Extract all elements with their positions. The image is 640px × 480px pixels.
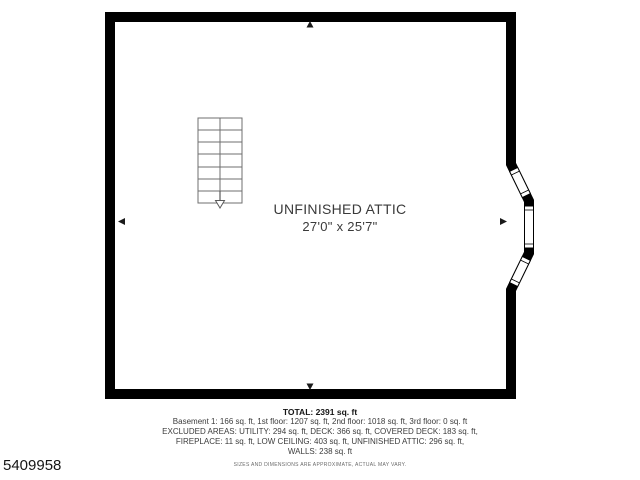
window-icon-lower [510,256,531,286]
area-breakdown-excluded-1: EXCLUDED AREAS: UTILITY: 294 sq. ft, DECK: 366 sq. ft, COVERED DECK: 183 sq. ft, [162,427,478,436]
dimension-arrow-left-icon [118,218,125,225]
staircase-icon [198,118,242,203]
room-dimensions-label: 27'0" x 25'7" [302,219,378,234]
area-breakdown-excluded-2: FIREPLACE: 11 sq. ft, LOW CEILING: 403 sq. ft, UNFINISHED ATTIC: 296 sq. ft, [175,437,465,446]
dimension-arrow-right-icon [500,218,507,225]
window-icon-upper [510,167,531,197]
wall-top [105,12,516,22]
wall-bottom [105,389,516,399]
room-name-label: UNFINISHED ATTIC [273,201,407,217]
area-breakdown-walls: WALLS: 238 sq. ft [287,447,353,456]
listing-number: 5409958 [3,457,62,474]
disclaimer-text: SIZES AND DIMENSIONS ARE APPROXIMATE, ACTUAL MAY VARY. [233,462,407,468]
total-area-label: TOTAL: 2391 sq. ft [282,407,358,417]
wall-left [105,12,115,399]
window-icon-middle [525,206,534,248]
area-summary [0,407,640,470]
area-breakdown-floors: Basement 1: 166 sq. ft, 1st floor: 1207 sq. ft, 2nd floor: 1018 sq. ft, 3rd floor: 0 sq. ft [172,417,468,426]
